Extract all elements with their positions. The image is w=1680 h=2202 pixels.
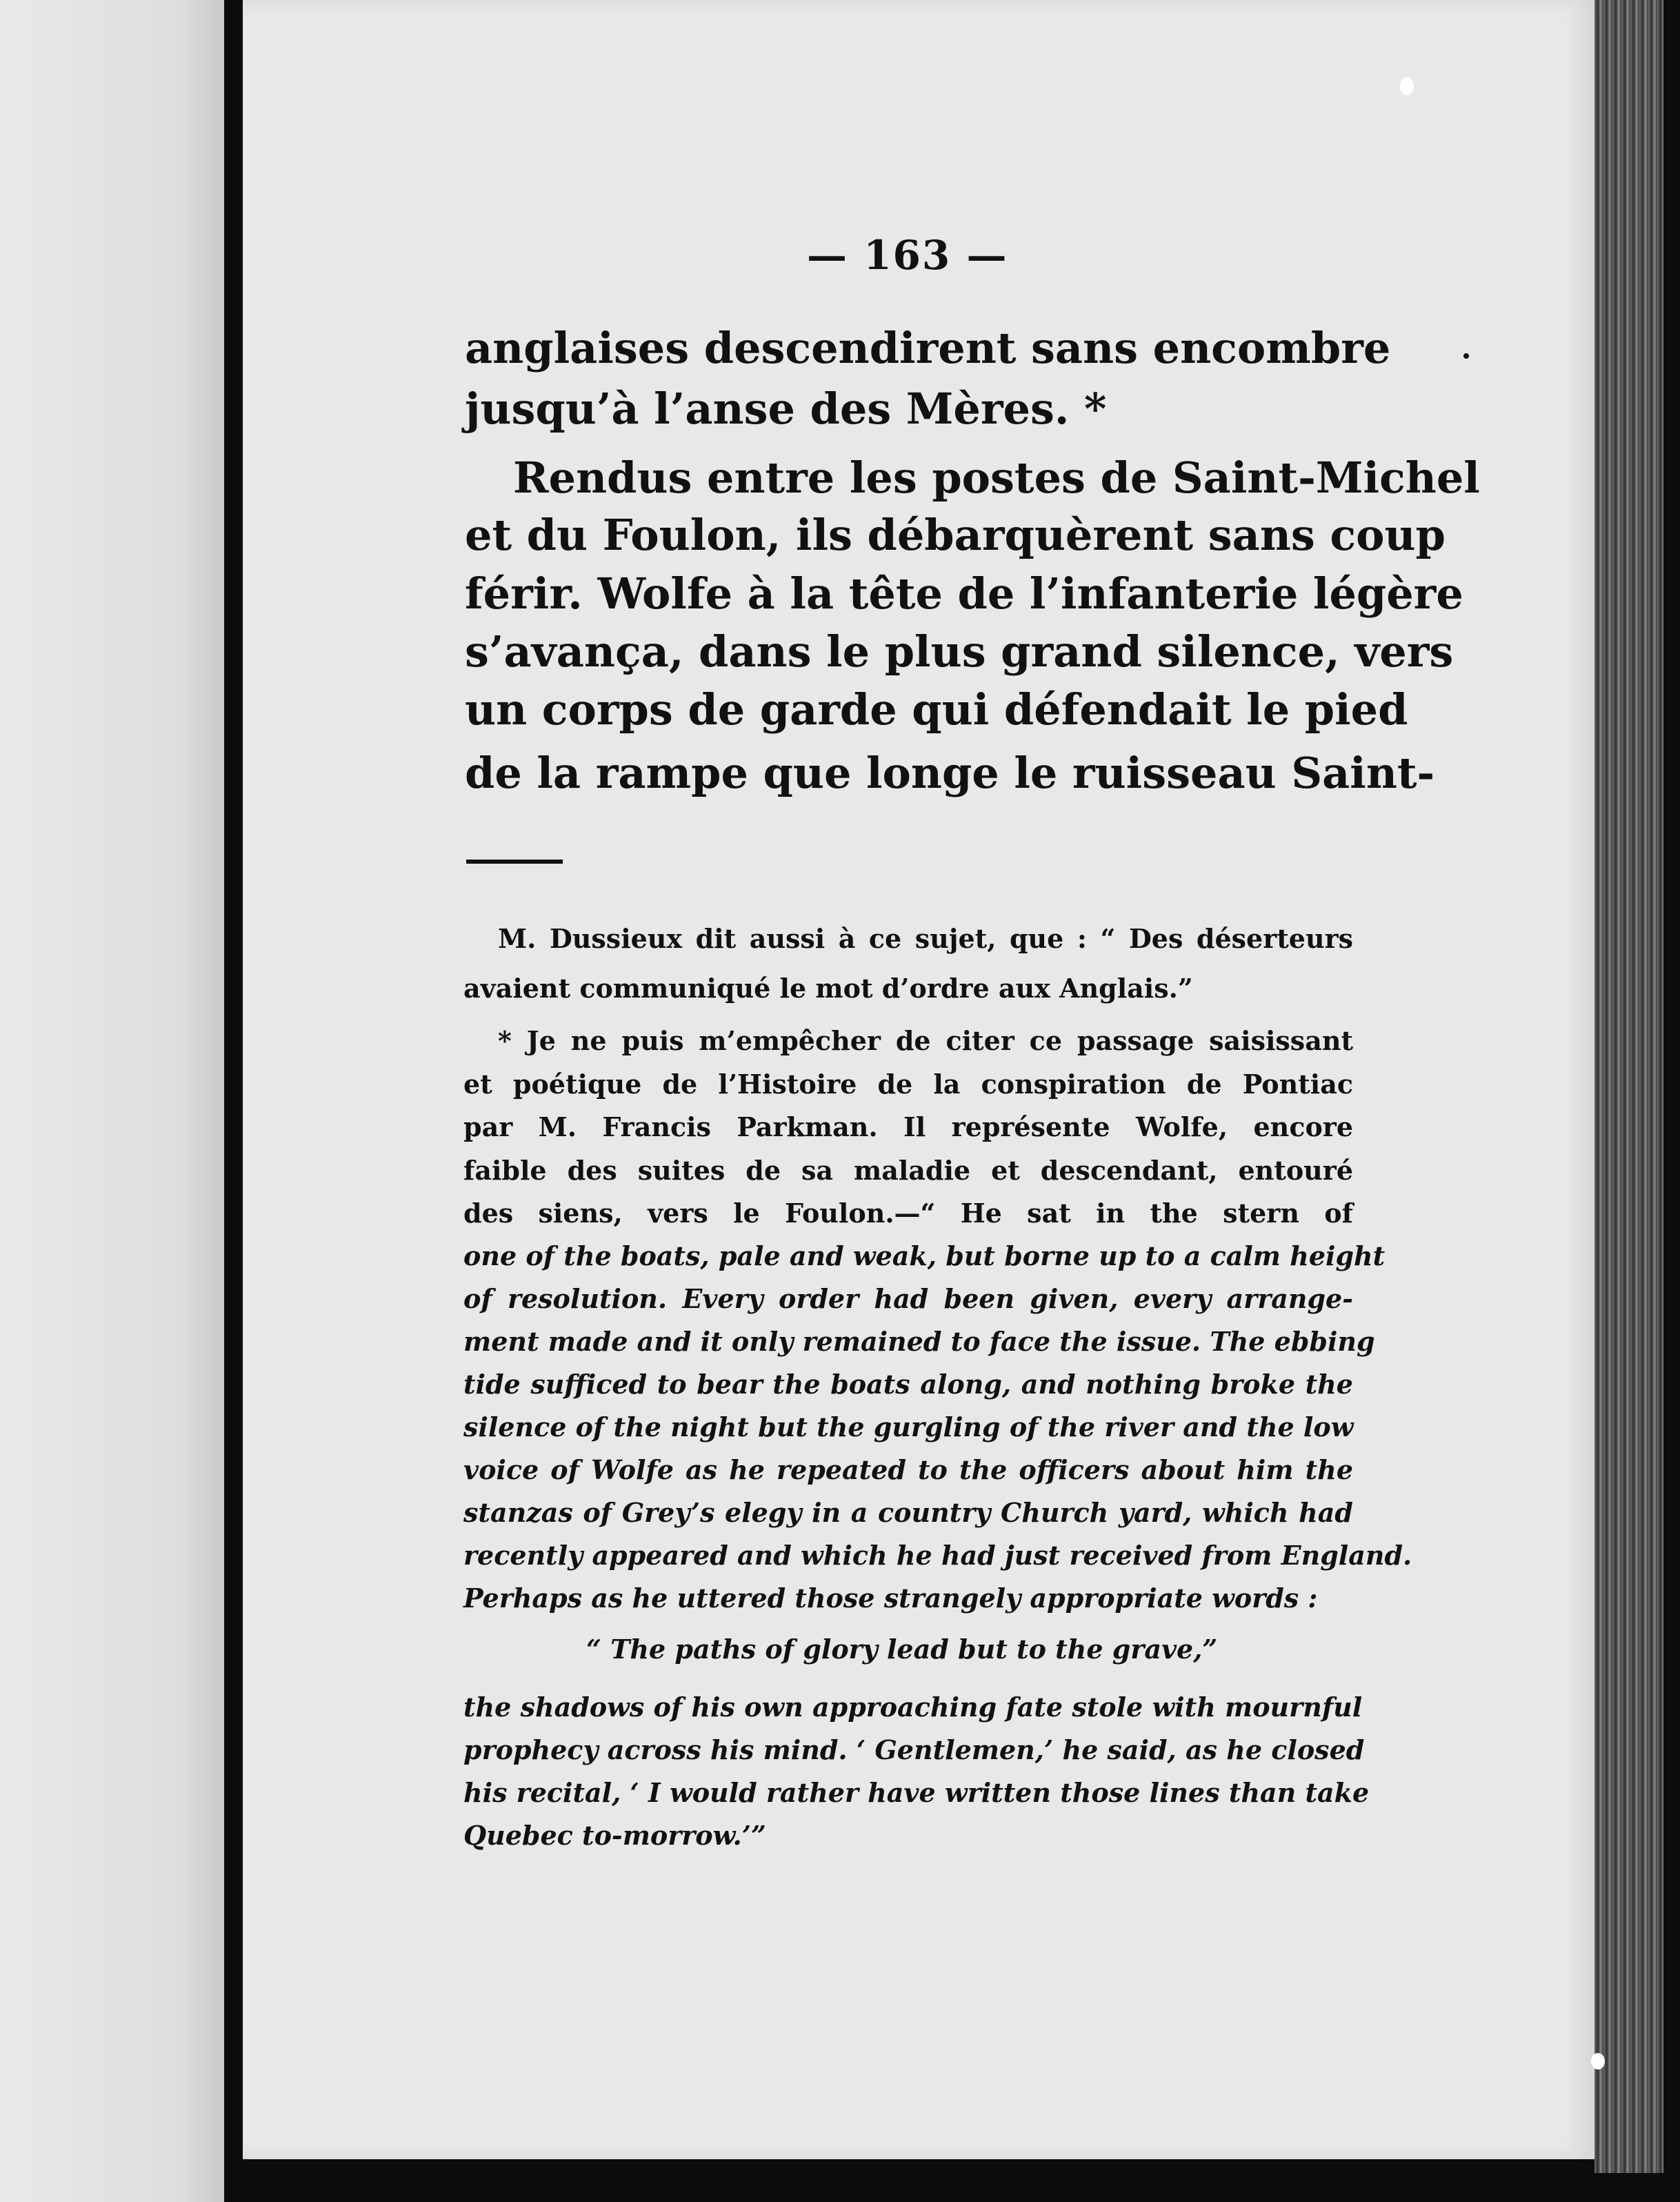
body-line: Rendus entre les postes de Saint-Michel xyxy=(513,453,1480,503)
footnote-line: the shadows of his own approaching fate stole with mournful xyxy=(463,1692,1363,1723)
footnote-line: et poétique de l’Histoire de la conspiration de Pontiac xyxy=(463,1069,1353,1100)
scan-speck xyxy=(1591,2053,1605,2070)
footnote-line: prophecy across his mind. ‘ Gentlemen,’ he said, as he closed xyxy=(463,1734,1365,1765)
footnote-line: one of the boats, pale and weak, but borne up to a calm height xyxy=(463,1240,1386,1271)
footnote-line: stanzas of Grey’s elegy in a country Church yard, which had xyxy=(463,1497,1353,1528)
footnote-line: Perhaps as he uttered those strangely appropriate words : xyxy=(463,1583,1318,1614)
body-line: férir. Wolfe à la tête de l’infanterie légère xyxy=(465,568,1463,619)
facing-page-edge xyxy=(0,0,224,2202)
footnote-line: M. Dussieux dit aussi à ce sujet, que : “ Des déserteurs xyxy=(498,923,1353,954)
footnote-quote-line: “ The paths of glory lead but to the grave,” xyxy=(586,1634,1218,1665)
footnote-line: recently appeared and which he had just received from England. xyxy=(463,1540,1412,1571)
scan-speck xyxy=(1400,77,1414,95)
page-number: — 163 — xyxy=(807,232,1008,279)
footnote-line: des siens, vers le Foulon.—“ He sat in the stern of xyxy=(463,1198,1353,1229)
footnote-line: ment made and it only remained to face the issue. The ebbing xyxy=(463,1326,1375,1357)
body-line: de la rampe que longe le ruisseau Saint- xyxy=(465,748,1435,798)
body-line: anglaises descendirent sans encombre xyxy=(465,323,1391,373)
footnote-line: voice of Wolfe as he repeated to the officers about him the xyxy=(463,1454,1353,1485)
footnote-line: tide sufficed to bear the boats along, and nothing broke the xyxy=(463,1369,1353,1400)
footnote-line: avaient communiqué le mot d’ordre aux Anglais.” xyxy=(463,973,1193,1004)
footnote-line: his recital, ‘ I would rather have written those lines than take xyxy=(463,1777,1370,1808)
footnote-line: faible des suites de sa maladie et descendant, entouré xyxy=(463,1155,1353,1186)
footnote-line: * Je ne puis m’empêcher de citer ce passage saisissant xyxy=(498,1025,1353,1056)
page-stack-edge xyxy=(1594,0,1663,2173)
footnote-line: of resolution. Every order had been given, every arrange- xyxy=(463,1283,1353,1314)
body-line: jusqu’à l’anse des Mères. * xyxy=(465,384,1107,434)
footnote-line: silence of the night but the gurgling of the river and the low xyxy=(463,1411,1354,1442)
scan-dot xyxy=(1463,353,1469,359)
footnote-line: par M. Francis Parkman. Il représente Wolfe, encore xyxy=(463,1111,1353,1142)
footnote-rule xyxy=(466,860,563,864)
footnote-line: Quebec to-morrow.’” xyxy=(463,1820,766,1851)
body-line: et du Foulon, ils débarquèrent sans coup xyxy=(465,510,1446,560)
body-line: s’avança, dans le plus grand silence, vers xyxy=(465,626,1454,677)
body-line: un corps de garde qui défendait le pied xyxy=(465,684,1408,735)
